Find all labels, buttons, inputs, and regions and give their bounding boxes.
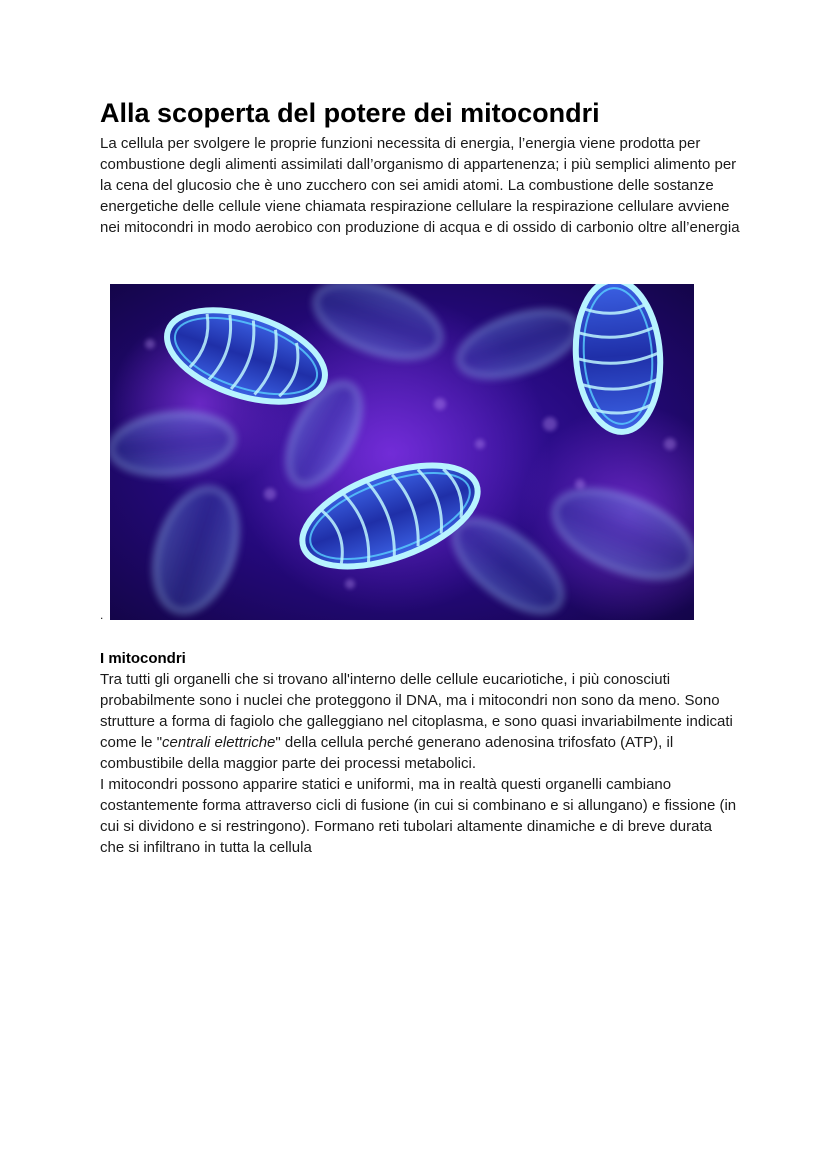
figure-caption-dot: .: [100, 608, 104, 622]
mitochondria-illustration-icon: [110, 284, 694, 620]
paragraph-1-text-before: Tra tutti gli organelli che si trovano all'interno delle cellule eucariotiche, i più conosciuti probabilmente sono i nuclei che proteggono il DNA, ma i mitocondri non sono da meno. Sono strutture a forma di fagiolo che galleggiano nel citoplasma, e sono quasi invariabilmente indicati come le ": [100, 671, 733, 751]
paragraph-1-emphasis: centrali elettriche: [162, 734, 276, 751]
mitocondri-section: [100, 648, 740, 858]
section-heading: I mitocondri: [100, 650, 186, 667]
document-title: Alla scoperta del potere dei mitocondri: [100, 98, 600, 128]
paragraph-1-text-after: " della cellula perché generano adenosina trifosfato (ATP), il combustibile della maggior parte dei processi metabolici.: [100, 734, 674, 772]
section-paragraph-1: [100, 669, 740, 774]
mitochondria-image: [110, 284, 694, 620]
intro-paragraph: La cellula per svolgere le proprie funzioni necessita di energia, l’energia viene prodotta per combustione degli alimenti assimilati dall’organismo di appartenenza; i più semplici alimento per la cena del glucosio che è uno zucchero con sei amidi atomi. La combustione delle sostanze energetiche delle cellule viene chiamata respirazione cellulare la respirazione cellulare avviene nei mitocondri in modo aerobico con produzione di acqua e di ossido di carbonio oltre all’energia: [100, 135, 740, 236]
section-paragraph-2: I mitocondri possono apparire statici e uniformi, ma in realtà questi organelli cambiano costantemente forma attraverso cicli di fusione (in cui si combinano e si allungano) e fissione (in cui si dividono e si restringono). Formano reti tubolari altamente dinamiche e di breve durata che si infiltrano in tutta la cellula: [100, 776, 737, 856]
document-page: [100, 96, 740, 238]
